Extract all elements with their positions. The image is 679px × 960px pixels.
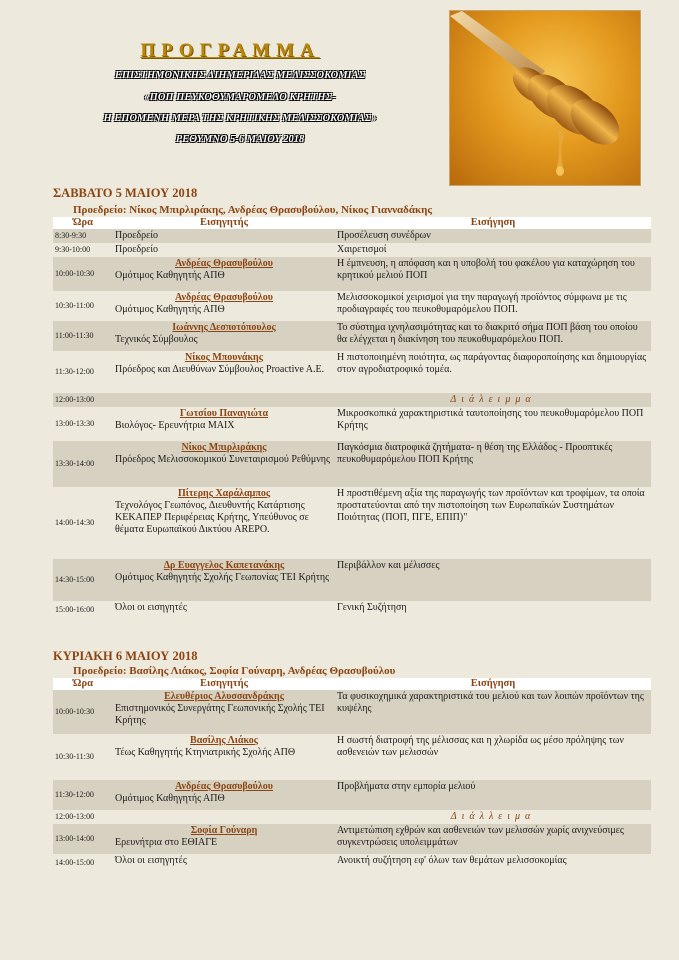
row-speaker-role: Πρόεδρος Μελισσοκομικού Συνεταιρισμού Ρεθύμνης (115, 454, 330, 465)
row-speaker-role: Ομότιμος Καθηγητής ΑΠΘ (115, 793, 225, 804)
table-row (53, 321, 651, 351)
row-time: 11:30-12:00 (53, 351, 113, 393)
table-row (53, 780, 651, 810)
row-talk: Τα φυσικοχημικά χαρακτηριστικά του μελιού και των λοιπών προϊόντων της κυψέλης (335, 690, 651, 734)
schedule-table-saturday (53, 217, 651, 619)
row-time: 11:30-12:00 (53, 780, 113, 810)
row-talk: Η πιστοποιημένη ποιότητα, ως παράγοντας διαφοροποίησης και δημιουργίας στον αγροδιατροφικό τομέα. (335, 351, 651, 393)
row-speaker-role: Όλοι οι εισηγητές (115, 602, 187, 613)
row-time: 10:00-10:30 (53, 690, 113, 734)
header (0, 0, 679, 190)
table-row (53, 351, 651, 393)
day-title-saturday: ΣΑΒΒΑΤΟ 5 ΜΑΙΟΥ 2018 (53, 186, 198, 200)
row-time: 11:00-11:30 (53, 321, 113, 351)
header-speaker: Εισηγητής (113, 217, 335, 229)
row-talk: Προσέλευση συνέδρων (335, 229, 651, 243)
header-time: Ώρα (53, 217, 113, 229)
row-speaker-name: Νίκος Μπουνάκης (185, 352, 263, 363)
row-speaker-role: Τέως Καθηγητής Κτηνιατρικής Σχολής ΑΠΘ (115, 747, 296, 758)
header-time: Ώρα (53, 678, 113, 690)
row-time: 12:00-13:00 (53, 393, 113, 407)
table-row (53, 690, 651, 734)
row-speaker-role: Βιολόγος- Ερευνήτρια ΜΑΙΧ (115, 420, 235, 431)
row-speaker-role: Τεχνολόγος Γεωπόνος, Διευθυντής Κατάρτισης ΚΕΚΑΠΕΡ Περιφέρειας Κρήτης, Υπεύθυνος σε θέματα Ευρωπαϊκού Δικτύου AREPO. (115, 500, 309, 535)
table-row (53, 824, 651, 854)
row-speaker-role: Ομότιμος Καθηγητής ΑΠΘ (115, 304, 225, 315)
row-speaker-role: Επιστημονικός Συνεργάτης Γεωπονικής Σχολής ΤΕΙ Κρήτης (115, 703, 325, 726)
header-speaker: Εισηγητής (113, 678, 335, 690)
row-time: 13:00-14:00 (53, 824, 113, 854)
row-speaker-role: Προεδρείο (115, 244, 159, 255)
header-talk: Εισήγηση (335, 217, 651, 229)
row-speaker-name: Βασίλης Λιάκος (190, 735, 258, 746)
row-time: 10:30-11:30 (53, 734, 113, 780)
row-time: 9:30-10:00 (53, 243, 113, 257)
row-talk: Η προστιθέμενη αξία της παραγωγής των προϊόντων και τροφίμων, τα οποία προστατεύονται από την πιστοποίηση των Ευρωπαϊκών Συστημάτων Ποιότητας (ΠΟΠ, ΠΓΕ, ΕΠΙΠ)" (335, 487, 651, 559)
row-talk: Το σύστημα ιχνηλασιμότητας και το διακριτό σήμα ΠΟΠ βάση του οποίου θα ελέγχεται η διακίνηση του πευκοθυμαρόμελου ΠΟΠ. (335, 321, 651, 351)
row-speaker-role: Πρόεδρος και Διευθύνων Σύμβουλος Proactive A.E. (115, 364, 325, 375)
day-title-sunday: ΚΥΡΙΑΚΗ 6 ΜΑΙΟΥ 2018 (53, 649, 198, 663)
table-row (53, 291, 651, 321)
row-talk: Προβλήματα στην εμπορία μελιού (335, 780, 651, 810)
row-talk: Μικροσκοπικά χαρακτηριστικά ταυτοποίησης του πευκοθυμαρόμελου ΠΟΠ Κρήτης (335, 407, 651, 441)
row-speaker-role: Ομότιμος Καθηγητής Σχολής Γεωπονίας ΤΕΙ Κρήτης (115, 572, 330, 583)
page-title: ΠΡΟΓΡΑΜΜΑ (140, 40, 320, 61)
subtitle-line-3: Η ΕΠΟΜΕΝΗ ΜΕΡΑ ΤΗΣ ΚΡΗΤΙΚΗΣ ΜΕΛΙΣΣΟΚΟΜΙΑΣ» (103, 113, 377, 124)
table-row (53, 257, 651, 291)
row-talk: Η έμπνευση, η απόφαση και η υποβολή του φακέλου για καταχώρηση του κρητικού μελιού ΠΟΠ (335, 257, 651, 291)
row-talk: Περιβάλλον και μέλισσες (335, 559, 651, 601)
row-talk: Ανοικτή συζήτηση εφ' όλων των θεμάτων μελισσοκομίας (335, 854, 651, 872)
subtitle-line-4: ΡΕΘΥΜΝΟ 5-6 ΜΑΙΟΥ 2018 (175, 134, 305, 145)
row-speaker-name: Ιωάννης Δεσποτόπουλος (172, 322, 276, 333)
row-talk: Μελισσοκομικοί χειρισμοί για την παραγωγή προϊόντος σύμφωνα με τις προδιαγραφές του πευκοθυμαρόμελου ΠΟΠ. (335, 291, 651, 321)
row-talk: Γενική Συζήτηση (335, 601, 651, 619)
table-row (53, 487, 651, 559)
chair-sunday: Προεδρείο: Βασίλης Λιάκος, Σοφία Γούναρη, Ανδρέας Θρασυβούλου (73, 665, 396, 677)
table-header (53, 678, 651, 690)
table-row (53, 243, 651, 257)
row-time: 10:30-11:00 (53, 291, 113, 321)
schedule-table-sunday (53, 678, 651, 872)
table-row (53, 229, 651, 243)
header-talk: Εισήγηση (335, 678, 651, 690)
row-speaker-role: Τεχνικός Σύμβουλος (115, 334, 198, 345)
table-header (53, 217, 651, 229)
row-speaker-name: Ανδρέας Θρασυβούλου (175, 258, 273, 269)
table-row (53, 441, 651, 487)
row-speaker-name: Γωτσίου Παναγιώτα (179, 408, 269, 419)
subtitle-line-1: ΕΠΙΣΤΗΜΟΝΙΚΗΣ ΔΙΗΜΕΡΙΔΑΣ ΜΕΛΙΣΣΟΚΟΜΙΑΣ (114, 70, 366, 81)
table-row (53, 854, 651, 872)
table-row (53, 559, 651, 601)
honey-dipper-icon (450, 11, 640, 185)
row-speaker-name: Πίτερης Χαράλαμπος (177, 488, 271, 499)
subtitle-line-2: «ΠΟΠ ΠΕΥΚΟΘΥΜΑΡΟΜΕΛΟ ΚΡΗΤΗΣ- (144, 92, 336, 103)
row-speaker-role: Προεδρείο (115, 230, 159, 241)
row-time: 15:00-16:00 (53, 601, 113, 619)
table-row-break (53, 393, 651, 407)
honey-dipper-image (449, 10, 641, 186)
row-time: 13:30-14:00 (53, 441, 113, 487)
chair-saturday: Προεδρείο: Νίκος Μπιρλιράκης, Ανδρέας Θρασυβούλου, Νίκος Γιανναδάκης (73, 204, 433, 216)
row-talk: Χαιρετισμοί (335, 243, 651, 257)
row-speaker-name: Σοφία Γούναρη (190, 825, 258, 836)
row-time: 8:30-9:30 (53, 229, 113, 243)
row-speaker-name: Δρ Ευαγγελος Καπετανάκης (163, 560, 285, 571)
table-row (53, 734, 651, 780)
row-speaker-name: Ανδρέας Θρασυβούλου (175, 292, 273, 303)
row-time: 10:00-10:30 (53, 257, 113, 291)
row-speaker-role: Ερευνήτρια στο ΕΘΙΑΓΕ (115, 837, 218, 848)
row-time: 14:30-15:00 (53, 559, 113, 601)
row-break-label: Διάλειμμα (335, 393, 651, 407)
row-time: 14:00-15:00 (53, 854, 113, 872)
row-time: 12:00-13:00 (53, 810, 113, 824)
row-speaker-name: Νίκος Μπιρλιράκης (181, 442, 267, 453)
table-row (53, 601, 651, 619)
table-row-break (53, 810, 651, 824)
row-break-label: Διάλλειμα (335, 810, 651, 824)
row-talk: Παγκόσμια διατροφικά ζητήματα- η θέση της Ελλάδος - Προοπτικές πευκοθυμαρόμελου ΠΟΠ Κρήτης (335, 441, 651, 487)
row-time: 13:00-13:30 (53, 407, 113, 441)
row-time: 14:00-14:30 (53, 487, 113, 559)
row-talk: Η σωστή διατροφή της μέλισσας και η χλωρίδα ως μέσο πρόληψης των ασθενειών των μελισσών (335, 734, 651, 780)
row-speaker-role: Όλοι οι εισηγητές (115, 855, 187, 866)
row-speaker-name: Ελευθέριος Αλυσσανδράκης (164, 691, 284, 702)
row-speaker-name: Ανδρέας Θρασυβούλου (175, 781, 273, 792)
table-row (53, 407, 651, 441)
row-speaker-role: Ομότιμος Καθηγητής ΑΠΘ (115, 270, 225, 281)
row-talk: Αντιμετώπιση εχθρών και ασθενειών των μελισσών χωρίς ανιχνεύσιμες συγκεντρώσεις υπολειμμάτων (335, 824, 651, 854)
